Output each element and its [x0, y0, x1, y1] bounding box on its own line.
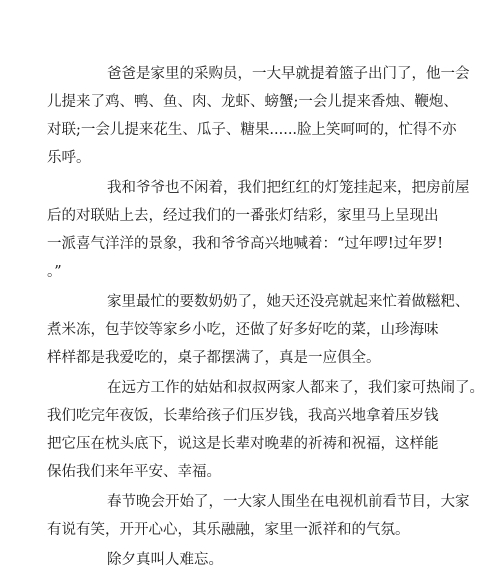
text-line: 样样都是我爱吃的，桌子都摆满了，真是一应俱全。 — [47, 350, 381, 366]
text-line: 儿提来了鸡、鸭、鱼、肉、龙虾、螃蟹;一会儿提来香烛、鞭炮、 — [47, 94, 458, 110]
text-line: 乐呼。 — [47, 150, 91, 166]
paragraph-spring-gala — [47, 488, 470, 544]
paragraph-lanterns — [47, 174, 470, 286]
text-line: 爸爸是家里的采购员，一大早就提着篮子出门了，他一会 — [107, 66, 470, 82]
text-line: 对联;一会儿提来花生、瓜子、糖果......脸上笑呵呵的，忙得不亦 — [47, 122, 457, 138]
text-line: 在远方工作的姑姑和叔叔两家人都来了，我们家可热闹了。 — [107, 380, 484, 396]
text-line: 保佑我们来年平安、幸福。 — [47, 464, 221, 480]
paragraph-dad-shopping — [47, 60, 470, 172]
text-line: 家里最忙的要数奶奶了，她天还没亮就起来忙着做糍粑、 — [107, 294, 470, 310]
text-line: 把它压在枕头底下，说这是长辈对晚辈的祈祷和祝福，这样能 — [47, 436, 439, 452]
text-line: 春节晚会开始了，一大家人围坐在电视机前看节目，大家 — [107, 494, 470, 510]
paragraph-closing — [47, 546, 457, 566]
text-line: 有说有笑，开开心心，其乐融融，家里一派祥和的气氛。 — [47, 522, 410, 538]
paragraph-grandma-cooking — [47, 288, 470, 372]
text-line: 一派喜气洋洋的景象，我和爷爷高兴地喊着：“过年啰!过年罗! — [47, 236, 444, 252]
text-line: 我们吃完年夜饭，长辈给孩子们压岁钱，我高兴地拿着压岁钱 — [47, 408, 439, 424]
text-line: 后的对联贴上去，经过我们的一番张灯结彩，家里马上呈现出 — [47, 208, 439, 224]
text-line: 。” — [47, 264, 62, 280]
text-line: 除夕真叫人难忘。 — [107, 552, 223, 566]
paragraph-family-dinner — [47, 374, 484, 486]
text-line: 我和爷爷也不闲着，我们把红红的灯笼挂起来，把房前屋 — [107, 180, 470, 196]
text-line: 煮米冻，包芋饺等家乡小吃，还做了好多好吃的菜，山珍海味 — [47, 322, 439, 338]
